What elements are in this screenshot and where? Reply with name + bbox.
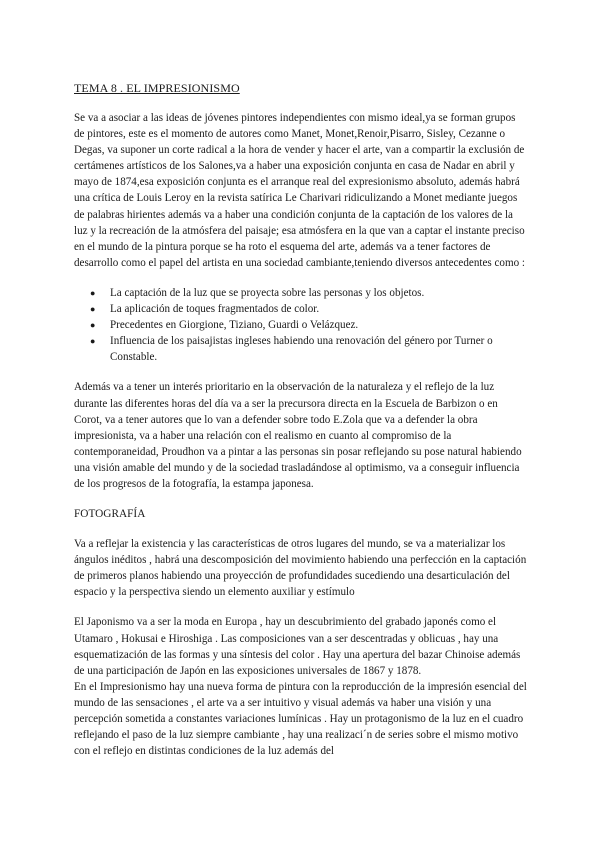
section-heading-fotografia: FOTOGRAFÍA [74,508,146,521]
intro-paragraph: Se va a asociar a las ideas de jóvenes pintores independientes con mismo ideal,ya se forman grupos de pintores, este es el momento de autores como Manet, Monet,Renoir,Pisarro, Sisley, Cezanne o Degas, va suponer un corte radical a la hora de vender y hacer el arte, van a compartir la exclusión de certámenes artísticos de los Salones,va a haber una exposición conjunta en casa de Nadar en abril y mayo de 1874,esa exposición conjunta es el arranque real del expresionismo absoluto, además habrá una crítica de Louis Leroy en la revista satírica Le Charivari ridiculizando a Monet mediante juegos de palabras hirientes además va a haber una condición conjunta de la captación de los valores de la luz y la recreación de la atmósfera del paisaje; esa atmósfera en la que van a captar el instante preciso en el mundo de la pintura porque se ha roto el esquema del arte, además va a tener factores de desarrollo como el papel del artista en una sociedad cambiante,teniendo diversos antecedentes como : [74,112,525,269]
bullet-icon: ● [90,287,96,298]
paragraph-nature: Además va a tener un interés prioritario en la observación de la naturaleza y el reflejo de la luz durante las diferentes horas del día va a ser la precursora directa en la Escuela de Barbizon o en Corot, va a tener autores que lo van a defender sobre todo E.Zola que va a defender la obra impresionista, va a haber una relación con el realismo en cuanto al compromiso de la contemporaneidad, Proudhon va a pintar a las personas sin posar reflejando su pose natural habiendo una visión amable del mundo y de la sociedad trasladándose al optimismo, va a conseguir influencia de los progresos de la fotografía, la estampa japonesa. [74,381,522,490]
paragraph-fotografia: Va a reflejar la existencia y las características de otros lugares del mundo, se va a materializar los ángulos inéditos , habrá una descomposición del movimiento habiendo una perfección en la captación de primeros planos habiendo una proyección de profundidades sucediendo una desarticulación del espacio y la perspectiva siendo un elemento auxiliar y estímulo [74,538,527,599]
list-item-text: La aplicación de toques fragmentados de color. [110,303,320,316]
list-item [90,301,528,317]
list-item-text: Precedentes en Giorgione, Tiziano, Guardi o Velázquez. [110,319,359,332]
bullet-icon: ● [90,320,96,331]
list-item [90,317,528,333]
list-item-text: Influencia de los paisajistas ingleses habiendo una renovación del género por Turner o Constable. [110,335,493,364]
paragraph-impresionismo: En el Impresionismo hay una nueva forma de pintura con la reproducción de la impresión esencial del mundo de las sensaciones , el arte va a ser intuitivo y visual además va haber una visión y una percepción sometida a constantes variaciones lumínicas . Hay un protagonismo de la luz en el cuadro reflejando el paso de la luz siempre cambiante , hay una realizaci´n de series sobre el mismo motivo con el reflejo en distintas condiciones de la luz además del [74,680,527,758]
list-item [90,285,528,301]
list-item-text: La captación de la luz que se proyecta sobre las personas y los objetos. [110,286,425,299]
antecedents-list [74,285,528,365]
paragraph-japonismo: El Japonismo va a ser la moda en Europa , hay un descubrimiento del grabado japonés como el Utamaro , Hokusai e Hiroshiga . Las composiciones van a ser descentradas y oblicuas , hay una esquematización de las formas y una síntesis del color . Hay una apertura del bazar Chinoise además de una participación de Japón en las exposiciones universales de 1867 y 1878. [74,616,521,677]
bullet-icon: ● [90,304,96,315]
list-item [90,333,528,365]
bullet-icon: ● [90,336,96,347]
document-title: TEMA 8 . EL IMPRESIONISMO [74,81,240,95]
